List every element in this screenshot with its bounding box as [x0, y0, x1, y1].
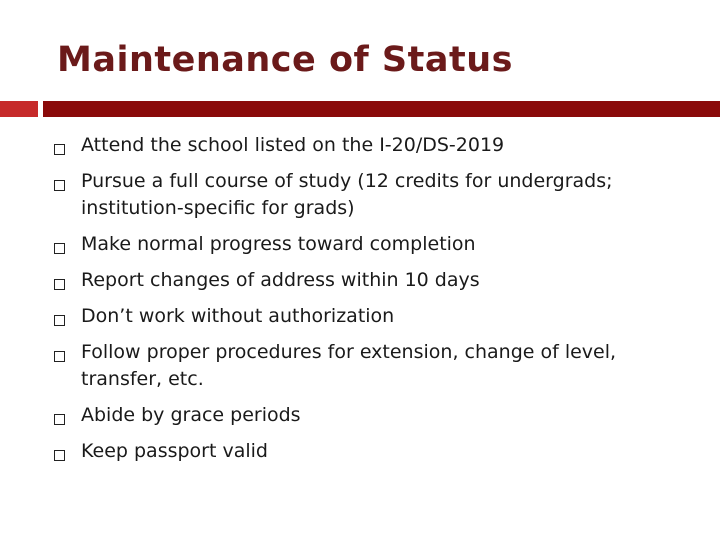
square-bullet-icon — [54, 279, 65, 290]
bullet-text: Make normal progress toward completion — [81, 233, 476, 255]
square-bullet-icon — [54, 243, 65, 254]
square-bullet-icon — [54, 351, 65, 362]
square-bullet-icon — [54, 315, 65, 326]
title-accent-bar-left — [0, 101, 38, 117]
bullet-text: Abide by grace periods — [81, 404, 301, 426]
bullet-text: Pursue a full course of study (12 credits for undergrads; institution-specific for grads) — [81, 170, 613, 219]
square-bullet-icon — [54, 144, 65, 155]
square-bullet-icon — [54, 180, 65, 191]
square-bullet-icon — [54, 450, 65, 461]
square-bullet-icon — [54, 414, 65, 425]
title-accent-bar-right — [43, 101, 720, 117]
bullet-text: Report changes of address within 10 days — [81, 269, 480, 291]
bullet-text: Attend the school listed on the I-20/DS-2019 — [81, 134, 505, 156]
bullet-text: Follow proper procedures for extension, change of level, transfer, etc. — [81, 341, 617, 390]
bullet-text: Keep passport valid — [81, 440, 268, 462]
slide-title: Maintenance of Status — [57, 40, 513, 80]
bullet-text: Don’t work without authorization — [81, 305, 395, 327]
